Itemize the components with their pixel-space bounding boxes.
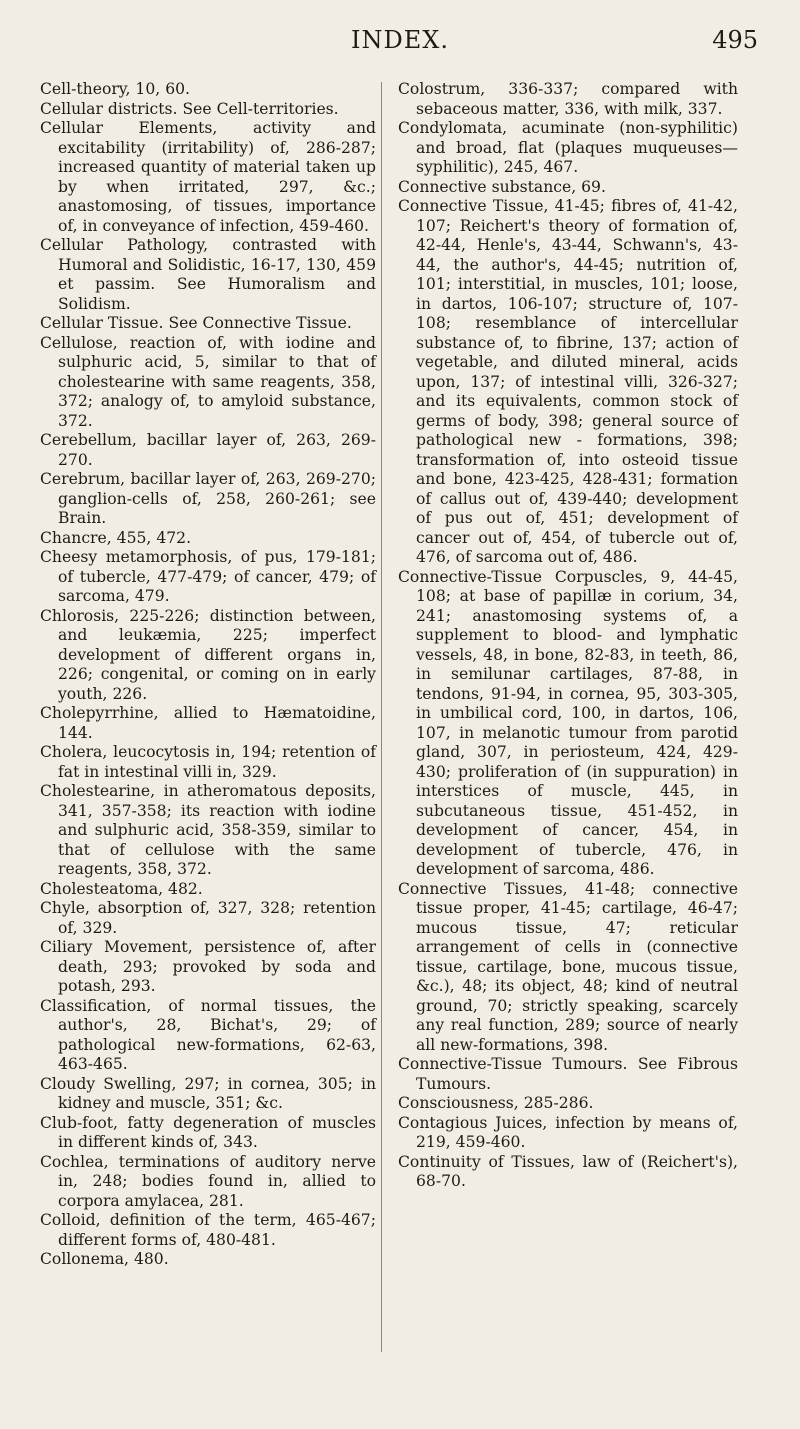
- page-title: INDEX.: [351, 26, 449, 54]
- column-divider: [381, 82, 382, 1352]
- index-entry: Contagious Juices, infection by means of, 219, 459-460.: [398, 1113, 738, 1151]
- index-entry: Cholestearine, in atheromatous deposits, 341, 357-358; its reaction with iodine and sulphuric acid, 358-359, similar to that of cellulose with the same reagents, 358, 372.: [40, 782, 376, 878]
- index-entry: Cerebellum, bacillar layer of, 263, 269-270.: [40, 431, 376, 469]
- index-entry: Continuity of Tissues, law of (Reichert's), 68-70.: [398, 1152, 738, 1190]
- index-entry: Connective-Tissue Corpuscles, 9, 44-45, 108; at base of papillæ in corium, 34, 241; anastomosing systems of, a supplement to blood- and lymphatic vessels, 48, in bone, 82-83, in teeth, 86, in semilunar cartilages, 87-88, in tendons, 91-94, in cornea, 95, 303-305, in umbilical cord, 100, in dartos, 106, 107, in melanotic tumour from parotid gland, 307, in periosteum, 424, 429-430; proliferation of (in suppuration) in interstices of muscle, 445, in subcutaneous tissue, 451-452, in development of cancer, 454, in development of tubercle, 476, in development of sarcoma, 486.: [398, 567, 738, 878]
- index-entry: Cholera, leucocytosis in, 194; retention of fat in intestinal villi in, 329.: [40, 743, 376, 781]
- index-entry: Chlorosis, 225-226; distinction between, and leukæmia, 225; imperfect development of different organs in, 226; congenital, or coming on in early youth, 226.: [40, 606, 376, 703]
- index-entry: Connective Tissues, 41-48; connective tissue proper, 41-45; cartilage, 46-47; mucous tissue, 47; reticular arrangement of cells in (connective tissue, cartilage, bone, mucous tissue, &c.), 48; its object, 48; kind of neutral ground, 70; strictly speaking, scarcely any real function, 289; source of nearly all new-formations, 398.: [398, 879, 738, 1054]
- index-entry: Connective substance, 69.: [398, 177, 606, 196]
- index-entry: Cloudy Swelling, 297; in cornea, 305; in kidney and muscle, 351; &c.: [40, 1074, 376, 1112]
- index-entry: Condylomata, acuminate (non-syphilitic) and broad, flat (plaques muqueuses—syphilitic), 245, 467.: [398, 119, 738, 176]
- index-entry: Ciliary Movement, persistence of, after death, 293; provoked by soda and potash, 293.: [40, 938, 376, 995]
- page-header: [0, 24, 800, 58]
- index-entry: Cholepyrrhine, allied to Hæmatoidine, 144.: [40, 704, 376, 742]
- index-entry: Cerebrum, bacillar layer of, 263, 269-270; ganglion-cells of, 258, 260-261; see Brain.: [40, 470, 376, 527]
- index-entry: Connective Tissue, 41-45; fibres of, 41-42, 107; Reichert's theory of formation of, 42-44, Henle's, 43-44, Schwann's, 43-44, the author's, 44-45; nutrition of, 101; interstitial, in muscles, 101; loose, in dartos, 106-107; structure of, 107-108; resemblance of intercellular substance of, to fibrine, 137; action of vegetable, and diluted mineral, acids upon, 137; of intestinal villi, 326-327; and its equivalents, common stock of germs of body, 398; general source of pathological new - formations, 398; transformation of, into osteoid tissue and bone, 423-425, 428-431; formation of callus out of, 439-440; development of pus out of, 451; development of cancer out of, 454, of tubercle out of, 476, of sarcoma out of, 486.: [398, 197, 738, 566]
- index-entry: Connective-Tissue Tumours. See Fibrous Tumours.: [398, 1055, 738, 1093]
- index-entry: Cholesteatoma, 482.: [40, 879, 203, 898]
- index-entry: Classification, of normal tissues, the author's, 28, Bichat's, 29; of pathological new-formations, 62-63, 463-465.: [40, 996, 376, 1073]
- index-entry: Colloid, definition of the term, 465-467; different forms of, 480-481.: [40, 1211, 376, 1249]
- index-entry: Chyle, absorption of, 327, 328; retention of, 329.: [40, 899, 376, 937]
- index-entry: Cellular Tissue. See Connective Tissue.: [40, 314, 352, 332]
- index-entry: Cellulose, reaction of, with iodine and sulphuric acid, 5, similar to that of cholestearine with same reagents, 358, 372; analogy of, to amyloid substance, 372.: [40, 333, 376, 430]
- index-entry: Consciousness, 285-286.: [398, 1094, 594, 1112]
- index-entry: Cell-theory, 10, 60.: [40, 80, 190, 98]
- page-number: 495: [712, 26, 758, 54]
- index-entry: Cellular Elements, activity and excitability (irritability) of, 286-287; increased quantity of material taken up by when irritated, 297, &c.; anastomosing, of tissues, importance of, in conveyance of infection, 459-460.: [40, 119, 376, 235]
- index-entry: Cellular districts. See Cell-territories.: [40, 99, 339, 118]
- index-column-right: [398, 80, 738, 1192]
- index-entry: Collonema, 480.: [40, 1250, 169, 1268]
- index-entry: Chancre, 455, 472.: [40, 528, 192, 547]
- index-entry: Cellular Pathology, contrasted with Humoral and Solidistic, 16-17, 130, 459 et passim. See Humoralism and Solidism.: [40, 236, 376, 313]
- index-entry: Club-foot, fatty degeneration of muscles in different kinds of, 343.: [40, 1113, 376, 1151]
- index-entry: Colostrum, 336-337; compared with sebaceous matter, 336, with milk, 337.: [398, 80, 738, 118]
- index-column-left: [40, 80, 376, 1270]
- index-entry: Cochlea, terminations of auditory nerve in, 248; bodies found in, allied to corpora amylacea, 281.: [40, 1152, 376, 1210]
- index-entry: Cheesy metamorphosis, of pus, 179-181; of tubercle, 477-479; of cancer, 479; of sarcoma, 479.: [40, 548, 376, 605]
